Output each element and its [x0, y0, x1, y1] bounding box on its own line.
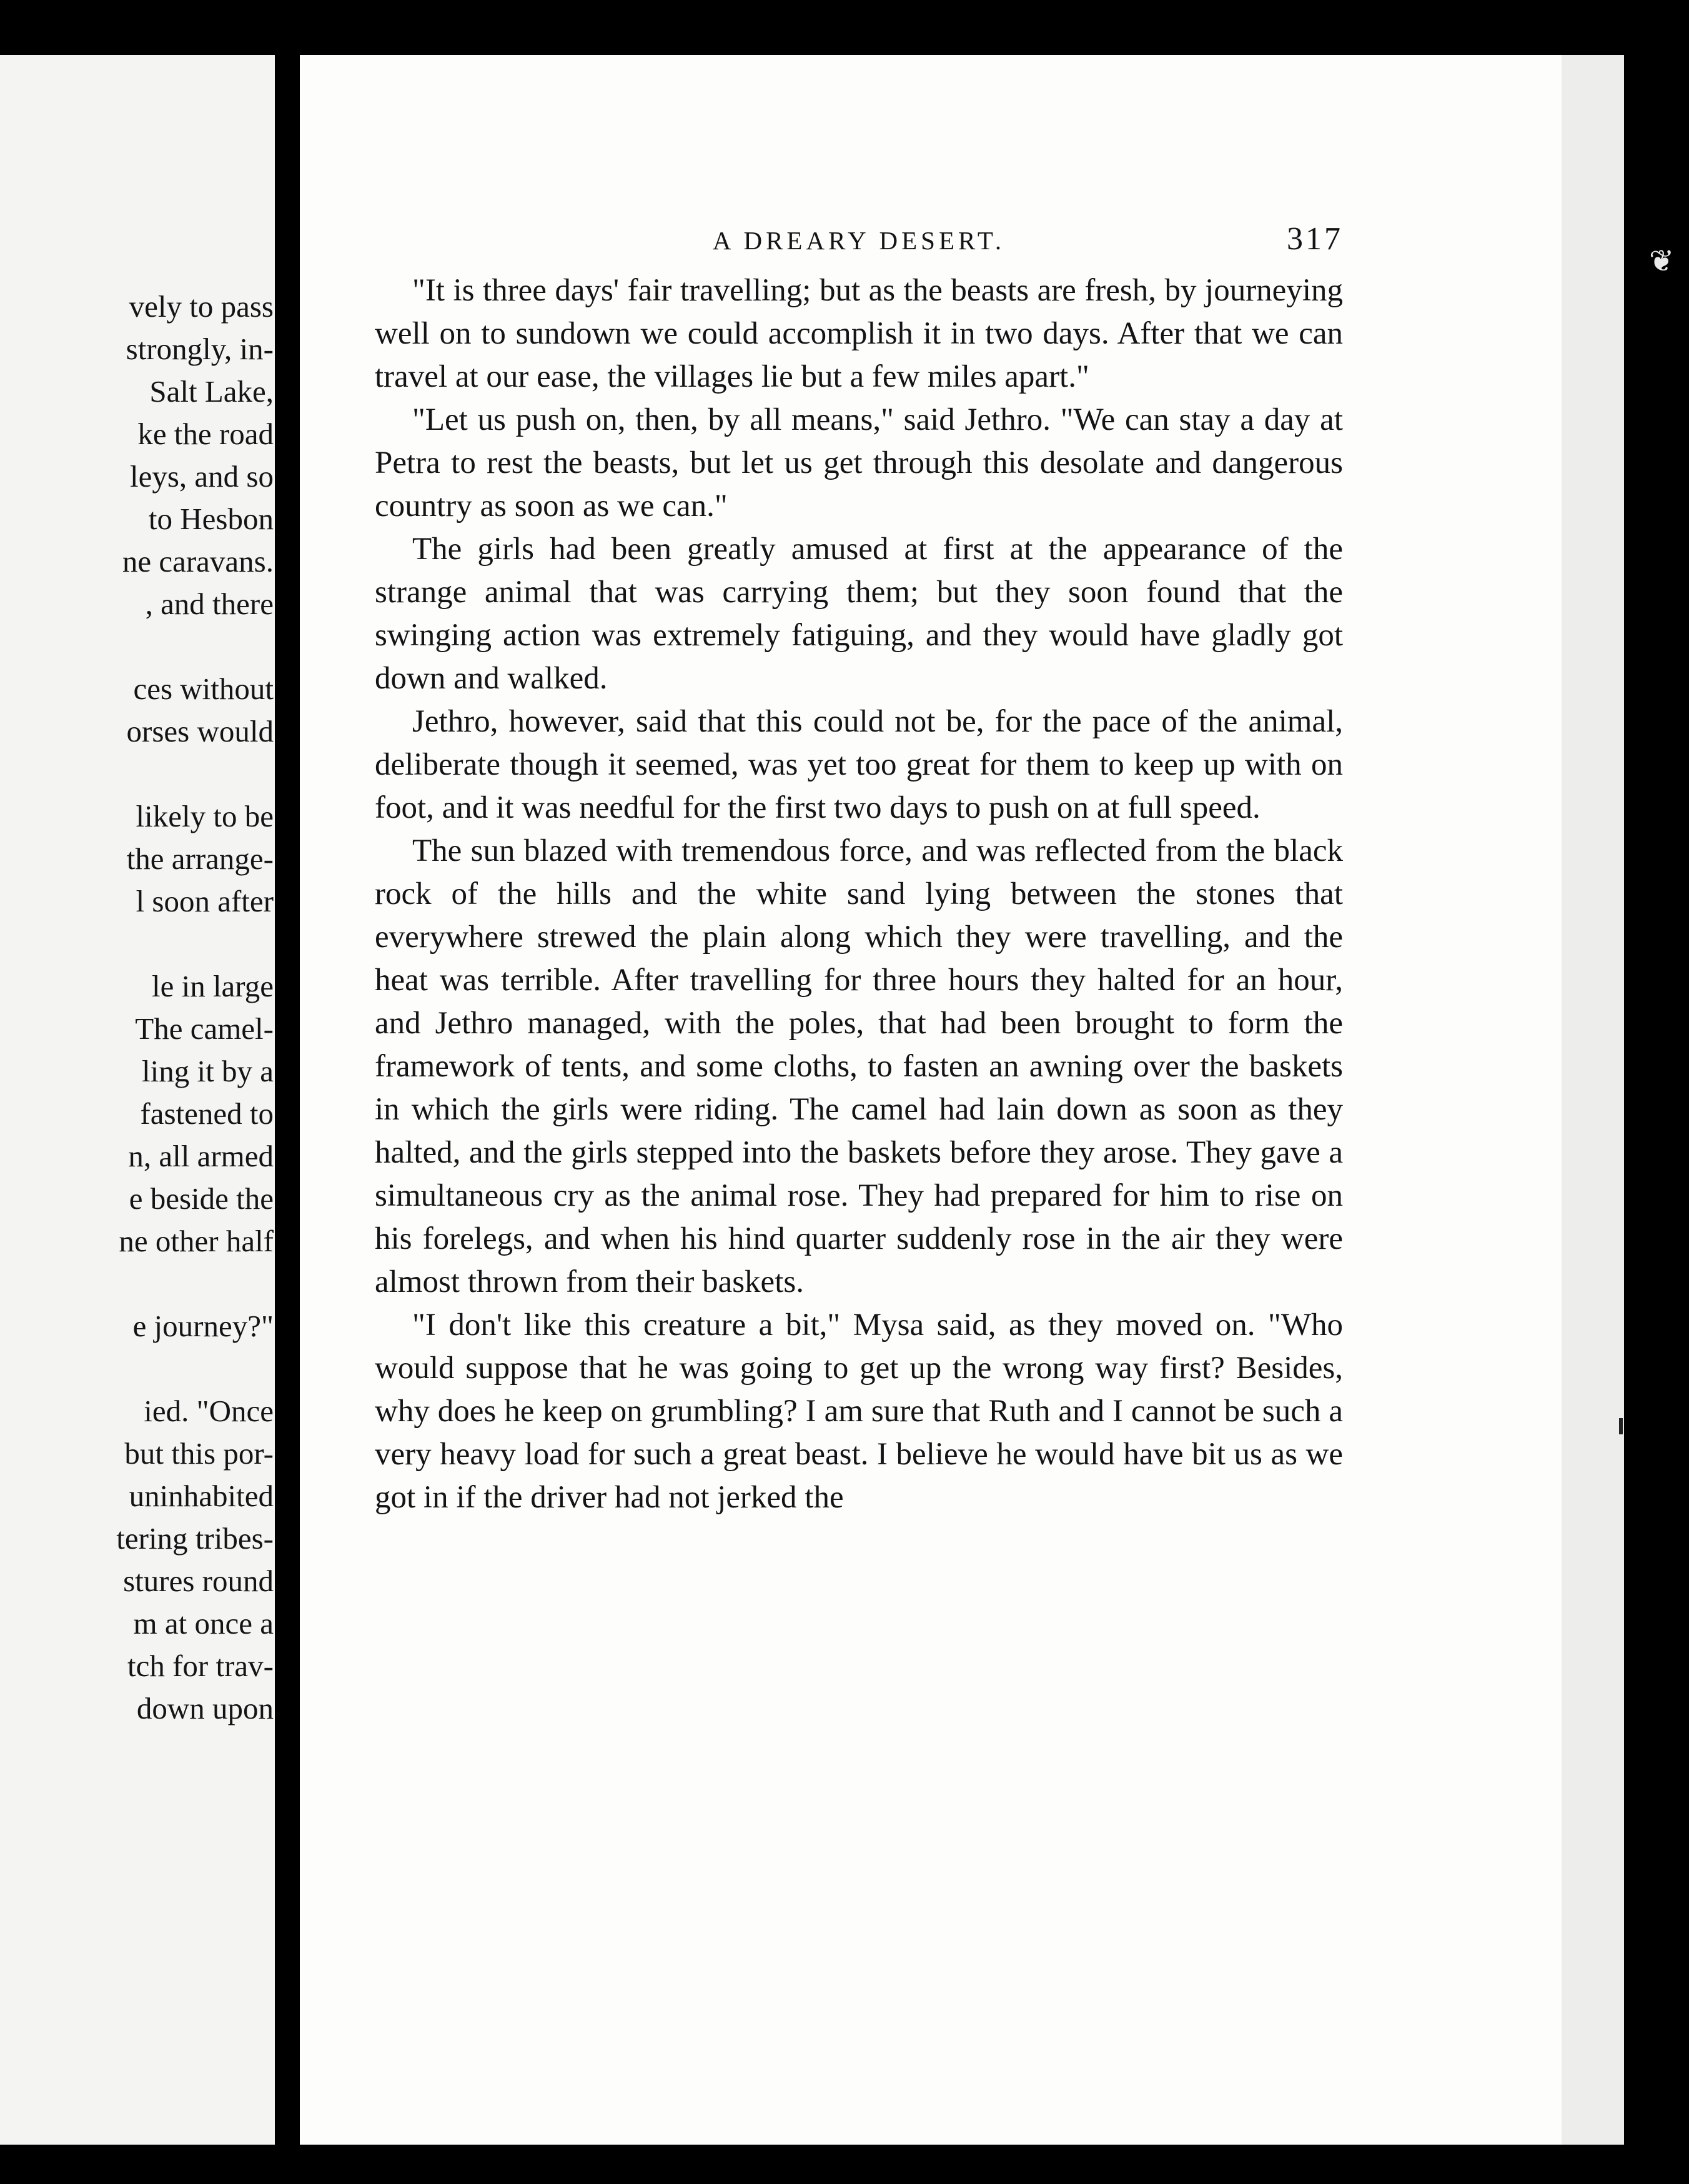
running-head — [375, 221, 1343, 264]
left-page-line: down upon — [136, 1691, 274, 1725]
paragraph: "I don't like this creature a bit," Mysa said, as they moved on. "Who would suppose that he was going to get up the wrong way first? Besides, why does he keep on grumbling? I am sure that Ruth and I cannot be such a very heavy load for such a great beast. I believe he would have bit us as we got in if the driver had not jerked the — [375, 1308, 1343, 1515]
left-page-line: likely to be — [136, 799, 274, 833]
page-content — [375, 221, 1343, 1519]
paragraph: The girls had been greatly amused at first at the appearance of the strange animal that was carrying them; but they soon found that the swinging action was extremely fatiguing, and they would have gladly got down and walked. — [375, 532, 1343, 696]
left-page-line: strongly, in- — [126, 332, 274, 366]
left-page-line: orses would — [126, 714, 274, 748]
body-text — [375, 269, 1343, 1519]
paragraph: "It is three days' fair travelling; but as the beasts are fresh, by journeying well on to sundown we could accomplish it in two days. After that we can travel at our ease, the villages lie but a few miles apart." — [375, 273, 1343, 394]
left-page-line: tering tribes- — [116, 1521, 274, 1556]
left-page-line: , and there — [145, 587, 274, 621]
left-page-line: uninhabited — [129, 1479, 274, 1513]
left-page-line: ne other half — [119, 1224, 274, 1258]
paragraph: Jethro, however, said that this could not be, for the pace of the animal, deliberate though it seemed, was yet too great for them to keep up with on foot, and it was needful for the first two days to push on at full speed. — [375, 704, 1343, 825]
paper-mark — [1619, 1418, 1623, 1434]
page-edge — [1562, 55, 1624, 2145]
left-page-line: ke the road — [137, 417, 274, 451]
left-page-line: leys, and so — [130, 459, 274, 494]
page-number: 317 — [1287, 221, 1343, 257]
left-page-line: to Hesbon — [148, 502, 274, 536]
left-page-line: the arrange- — [126, 841, 274, 876]
left-page-line: e beside the — [129, 1181, 274, 1216]
left-page-line: vely to pass — [129, 289, 274, 324]
left-page-line: ling it by a — [142, 1054, 274, 1088]
left-page-line: e journey?" — [132, 1309, 274, 1343]
left-page-line: Salt Lake, — [149, 374, 274, 409]
paragraph: "Let us push on, then, by all means," said Jethro. "We can stay a day at Petra to rest the beasts, but let us get through this desolate and dangerous country as soon as we can." — [375, 402, 1343, 524]
left-page-line: le in large — [151, 969, 274, 1003]
left-page-line: The camel- — [135, 1011, 274, 1046]
running-title: A DREARY DESERT. — [712, 226, 1006, 255]
left-page-line: ied. "Once — [144, 1394, 274, 1428]
left-page-line: n, all armed — [128, 1139, 274, 1173]
right-page — [300, 55, 1624, 2145]
left-page-line: m at once a — [133, 1606, 274, 1640]
left-page-line: but this por- — [124, 1436, 274, 1471]
paper-blemish: ❦ — [1649, 245, 1675, 278]
left-page — [0, 55, 275, 2145]
paragraph: The sun blazed with tremendous force, and was reflected from the black rock of the hills and the white sand lying between the stones that everywhere strewed the plain along which they were travelling, and the heat was terrible. After travelling for three hours they halted for an hour, and Jethro managed, with the poles, that had been brought to form the framework of tents, and some cloths, to fasten an awning over the baskets in which the girls were riding. The camel had lain down as soon as they halted, and the girls stepped into the baskets before they arose. They gave a simultaneous cry as the animal rose. They had prepared for him to rise on his forelegs, and when his hind quarter suddenly rose in the air they were almost thrown from their baskets. — [375, 833, 1343, 1299]
left-page-line: stures round — [123, 1564, 274, 1598]
left-page-line: ne caravans. — [122, 544, 274, 578]
left-page-line: ces without — [133, 672, 274, 706]
left-page-line: tch for trav- — [127, 1649, 274, 1683]
left-page-line: fastened to — [140, 1096, 274, 1131]
left-page-line: l soon after — [136, 884, 274, 918]
